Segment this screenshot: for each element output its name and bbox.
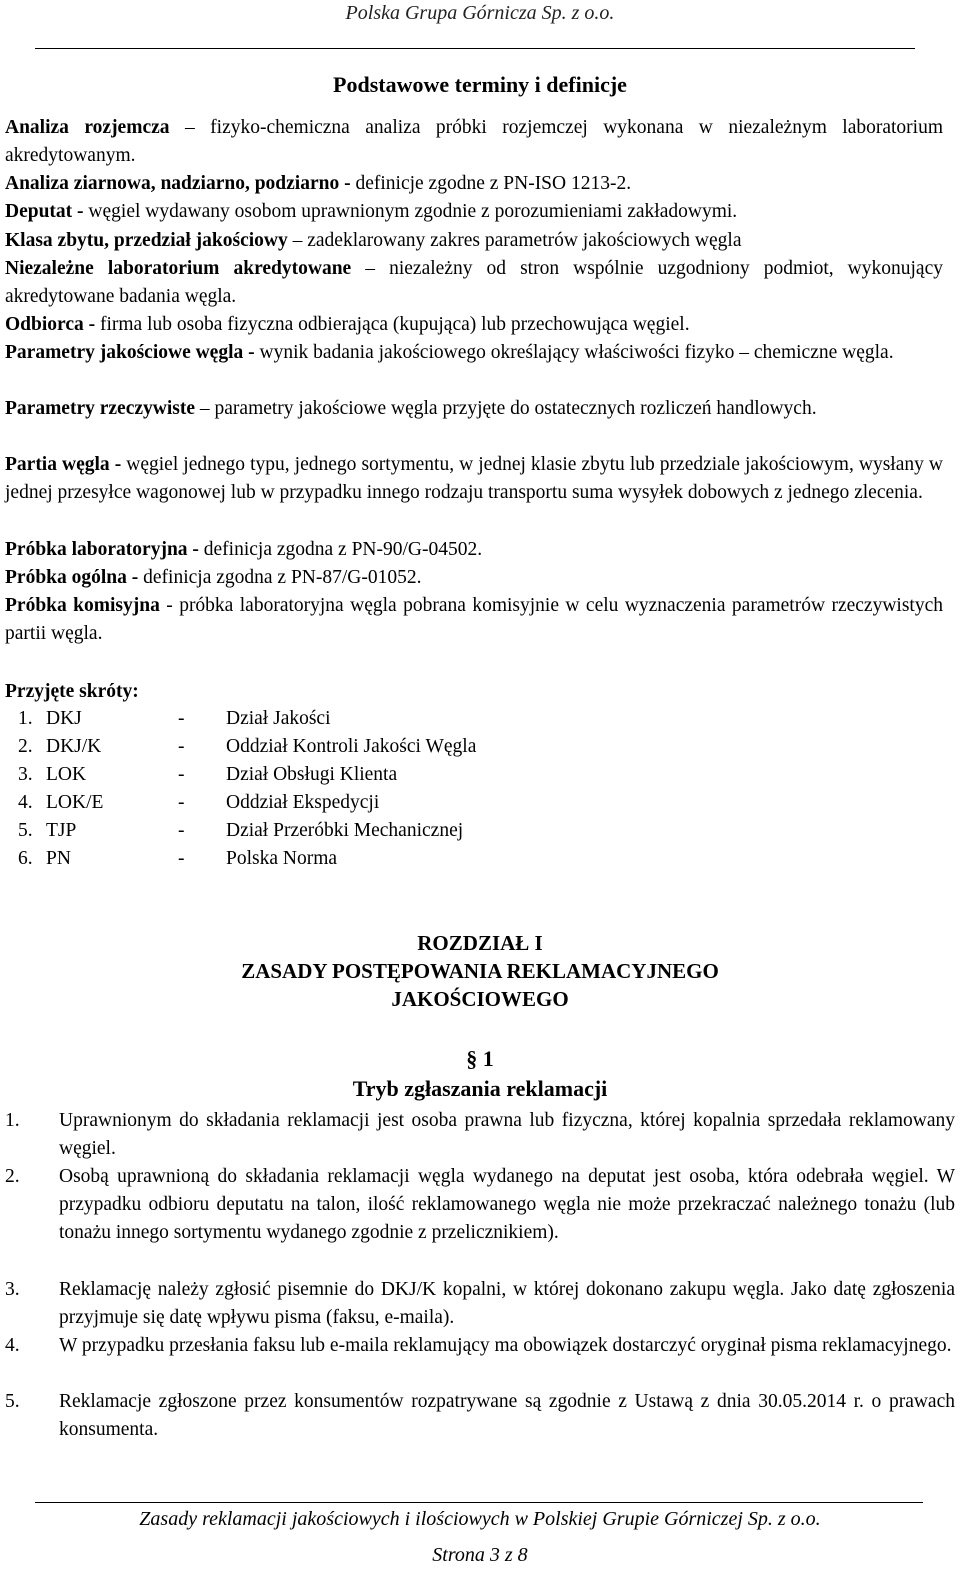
definition-term: Odbiorca - — [5, 314, 96, 335]
definition-probka-laboratoryjna — [5, 536, 943, 564]
abbreviation-number: 2. — [18, 736, 33, 757]
footer-rule — [35, 1502, 923, 1503]
definition-text: definicja zgodna z PN-90/G-04502. — [198, 539, 483, 560]
abbreviation-description: Dział Obsługi Klienta — [226, 764, 398, 785]
definition-term: Parametry rzeczywiste — [5, 398, 196, 419]
definition-parametry-jakosciowe — [5, 339, 943, 367]
abbreviation-code: DKJ/K — [46, 736, 102, 757]
definition-term: Deputat - — [5, 201, 84, 222]
abbreviation-number: 1. — [18, 708, 33, 729]
abbreviation-description: Oddział Kontroli Jakości Węgla — [226, 736, 477, 757]
definition-text: – niezależny od stron wspólnie uzgodniony podmiot, wykonujący akredytowane badania węgla. — [5, 258, 943, 307]
abbreviation-description: Dział Jakości — [226, 708, 331, 729]
abbreviation-code: LOK — [46, 764, 87, 785]
definition-term: Próbka komisyjna — [5, 595, 160, 616]
list-item-number: 1. — [5, 1110, 20, 1131]
definition-text: – fizyko-chemiczna analiza próbki rozjemczej wykonana w niezależnym laboratorium akredytowanym. — [5, 117, 944, 166]
definition-text: firma lub osoba fizyczna odbierająca (kupująca) lub przechowująca węgiel. — [95, 314, 690, 335]
abbreviation-dash: - — [178, 708, 185, 729]
definition-analiza-rozjemcza — [5, 114, 943, 170]
definition-text: definicje zgodne z PN-ISO 1213-2. — [350, 173, 632, 194]
footer-title: Zasady reklamacji jakościowych i ilościowych w Polskiej Grupie Górniczej Sp. z o.o. — [139, 1508, 821, 1530]
abbreviation-number: 3. — [18, 764, 33, 785]
abbreviation-dash: - — [178, 820, 185, 841]
abbreviations-title: Przyjęte skróty: — [5, 681, 139, 702]
definition-analiza-ziarnowa — [5, 170, 943, 198]
definition-klasa-zbytu — [5, 227, 943, 255]
abbreviation-code: DKJ — [46, 708, 82, 729]
chapter-title-line1: ZASADY POSTĘPOWANIA REKLAMACYJNEGO — [241, 959, 719, 983]
definition-odbiorca — [5, 311, 943, 339]
definition-term: Analiza ziarnowa, nadziarno, podziarno - — [5, 173, 351, 194]
list-item-text: Reklamacje zgłoszone przez konsumentów rozpatrywane są zgodnie z Ustawą z dnia 30.05.2014 r. o prawach konsumenta. — [59, 1391, 955, 1440]
abbreviation-code: TJP — [46, 820, 77, 841]
definition-text: – zadeklarowany zakres parametrów jakościowych węgla — [287, 230, 742, 251]
definition-text: wynik badania jakościowego określający właściwości fizyko – chemiczne węgla. — [254, 342, 894, 363]
chapter-label: ROZDZIAŁ I — [417, 931, 543, 955]
definition-niezalezne-laboratorium — [5, 255, 943, 311]
abbreviation-description: Oddział Ekspedycji — [226, 792, 380, 813]
definition-deputat — [5, 198, 943, 226]
abbreviation-description: Polska Norma — [226, 848, 338, 869]
abbreviation-dash: - — [178, 764, 185, 785]
list-item-number: 5. — [5, 1391, 20, 1412]
abbreviation-number: 5. — [18, 820, 33, 841]
list-item-text: Uprawnionym do składania reklamacji jest osoba prawna lub fizyczna, której kopalnia sprzedała reklamowany węgiel. — [59, 1110, 955, 1159]
definition-text: węgiel wydawany osobom uprawnionym zgodnie z porozumieniami zakładowymi. — [83, 201, 738, 222]
definition-parametry-rzeczywiste — [5, 395, 943, 423]
abbreviation-number: 6. — [18, 848, 33, 869]
section-symbol: § 1 — [466, 1046, 494, 1071]
definition-partia-wegla — [5, 451, 943, 507]
definition-term: Parametry jakościowe węgla - — [5, 342, 255, 363]
definition-text: definicja zgodna z PN-87/G-01052. — [138, 567, 422, 588]
abbreviation-code: PN — [46, 848, 71, 869]
definition-text: - próbka laboratoryjna węgla pobrana komisyjnie w celu wyznaczenia parametrów rzeczywistych partii węgla. — [5, 595, 943, 644]
definition-term: Analiza rozjemcza — [5, 117, 170, 138]
list-item-number: 3. — [5, 1279, 20, 1300]
abbreviation-dash: - — [178, 736, 185, 757]
list-item-text: Osobą uprawnioną do składania reklamacji węgla wydanego na deputat jest osoba, która odebrała węgiel. W przypadku odbioru deputatu na talon, ilość reklamowanego węgla nie może przekraczać należnego tonażu (lub tonażu innego sortymentu wydanego zgodnie z przelicznikiem). — [59, 1166, 955, 1243]
definition-text: – parametry jakościowe węgla przyjęte do ostatecznych rozliczeń handlowych. — [195, 398, 817, 419]
abbreviation-code: LOK/E — [46, 792, 104, 813]
definition-term: Klasa zbytu, przedział jakościowy — [5, 230, 288, 251]
definition-probka-komisyjna — [5, 592, 943, 648]
chapter-title-line2: JAKOŚCIOWEGO — [391, 987, 569, 1011]
list-item-number: 2. — [5, 1166, 20, 1187]
list-item-text: W przypadku przesłania faksu lub e-maila reklamujący ma obowiązek dostarczyć oryginał pisma reklamacyjnego. — [59, 1335, 952, 1356]
section-title: Tryb zgłaszania reklamacji — [352, 1076, 608, 1101]
definition-probka-ogolna — [5, 564, 943, 592]
definitions-title: Podstawowe terminy i definicje — [333, 72, 627, 97]
abbreviation-description: Dział Przeróbki Mechanicznej — [226, 820, 464, 841]
list-item-number: 4. — [5, 1335, 20, 1356]
definition-term: Niezależne laboratorium akredytowane — [5, 258, 352, 279]
header-rule — [35, 48, 915, 49]
definition-term: Partia węgla - — [5, 454, 122, 475]
abbreviation-dash: - — [178, 792, 185, 813]
page-header: Polska Grupa Górnicza Sp. z o.o. — [345, 2, 615, 24]
abbreviation-dash: - — [178, 848, 185, 869]
abbreviation-number: 4. — [18, 792, 33, 813]
page-number: Strona 3 z 8 — [432, 1544, 528, 1566]
definition-term: Próbka laboratoryjna - — [5, 539, 199, 560]
list-item-text: Reklamację należy zgłosić pisemnie do DKJ/K kopalni, w której dokonano zakupu węgla. Jako datę zgłoszenia przyjmuje się datę wpływu pisma (faksu, e-maila). — [59, 1279, 955, 1328]
definition-term: Próbka ogólna - — [5, 567, 139, 588]
definition-text: węgiel jednego typu, jednego sortymentu, w jednej klasie zbytu lub przedziale jakościowym, wysłany w jednej przesyłce wagonowej lub w przypadku innego rodzaju transportu suma wysyłek dobowych z jednego zlecenia. — [5, 454, 943, 503]
